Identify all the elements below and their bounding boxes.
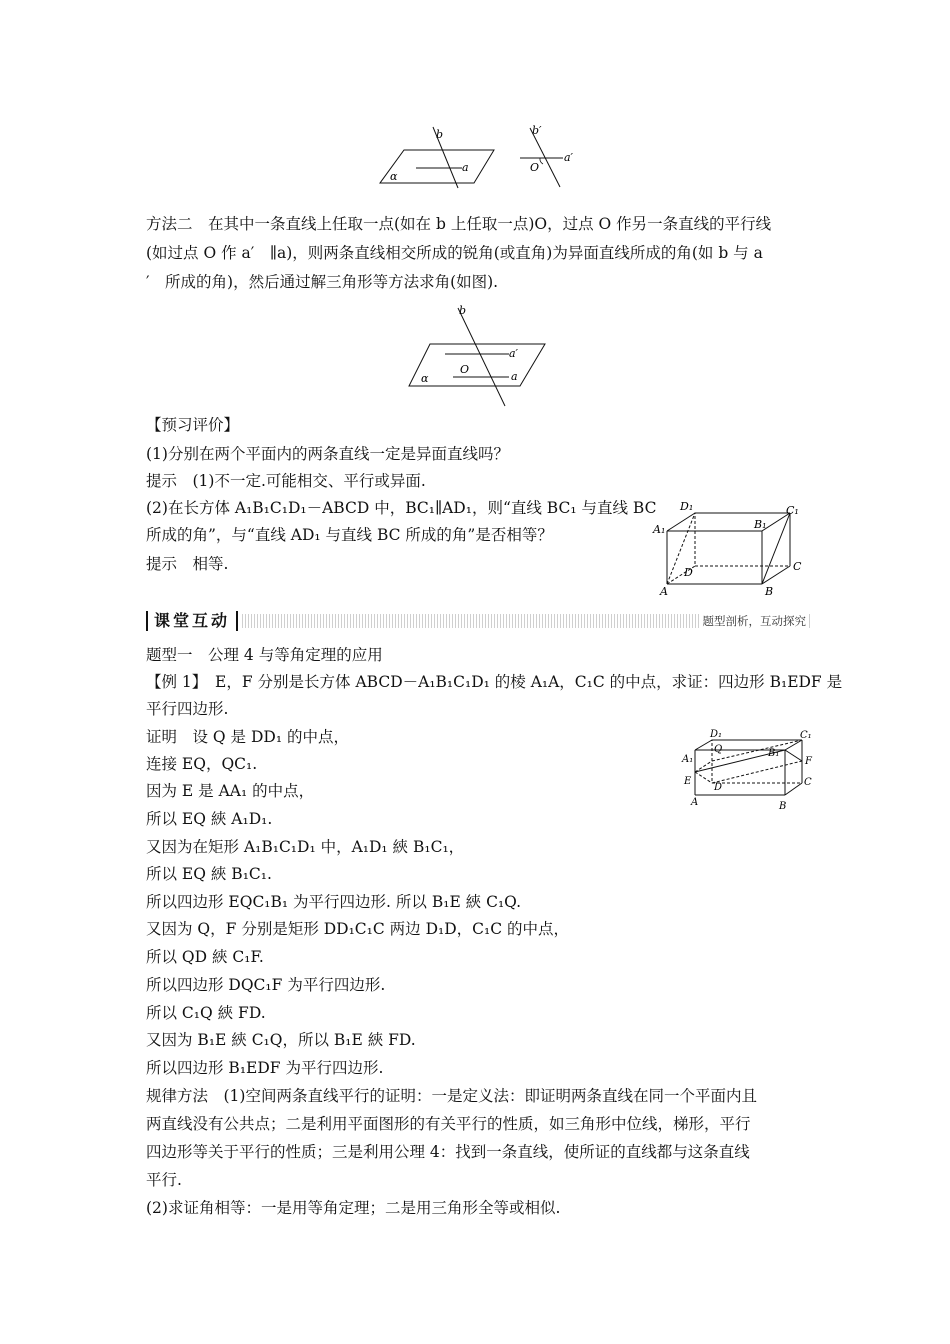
example1-line1: 【例 1】 E，F 分别是长方体 ABCD－A₁B₁C₁D₁ 的棱 A₁A，C₁C 的中点，求证：四边形 B₁EDF 是	[146, 673, 843, 691]
figure-plane-lines	[370, 120, 600, 190]
label-b: B	[779, 801, 787, 812]
preview-q2-line1: (2)在长方体 A₁B₁C₁D₁－ABCD 中，BC₁∥AD₁，则“直线 BC₁ 与直线 BC	[146, 499, 657, 517]
method2-line1: 方法二 在其中一条直线上任取一点(如在 b 上任取一点)O，过点 O 作另一条直线的平行线	[146, 215, 772, 233]
proof-line: 连接 EQ，QC₁.	[146, 755, 258, 773]
label-c: C	[793, 560, 802, 573]
label-d: D	[684, 566, 693, 579]
proof-line: 所以 EQ 綊 A₁D₁.	[146, 810, 273, 828]
proof-line: 证明 设 Q 是 DD₁ 的中点，	[146, 728, 349, 746]
example1-line2: 平行四边形.	[146, 700, 229, 718]
banner-title: 课堂互动	[146, 611, 238, 631]
label-e: E	[684, 776, 692, 787]
preview-q2-line2: 所成的角”，与“直线 AD₁ 与直线 BC 所成的角”是否相等？	[146, 526, 553, 544]
label-a1: A₁	[682, 754, 694, 765]
proof-line: 所以四边形 B₁EDF 为平行四边形.	[146, 1059, 384, 1077]
label-b: b	[459, 304, 467, 317]
label-d1: D₁	[680, 500, 694, 513]
proof-line: 所以 QD 綊 C₁F.	[146, 948, 264, 966]
proof-line: 所以 C₁Q 綊 FD.	[146, 1004, 266, 1022]
method2-line3: ′ 所成的角)，然后通过解三角形等方法求角(如图).	[146, 273, 499, 291]
proof-line: 又因为 B₁E 綊 C₁Q，所以 B₁E 綊 FD.	[146, 1031, 416, 1049]
label-d: D	[714, 782, 723, 793]
label-b: B	[765, 585, 774, 598]
rule-line4: 平行.	[146, 1171, 182, 1189]
label-b: b	[436, 128, 444, 141]
rule-line3: 四边形等关于平行的性质；三是利用公理 4：找到一条直线，使所证的直线都与这条直线	[146, 1143, 750, 1161]
label-o: O	[460, 363, 470, 376]
rule-line1: 规律方法 (1)空间两条直线平行的证明：一是定义法：即证明两条直线在同一个平面内且	[146, 1087, 757, 1105]
label-c1: C₁	[786, 504, 799, 517]
label-b1: B₁	[768, 748, 780, 759]
topic-1-heading: 题型一 公理 4 与等角定理的应用	[146, 646, 383, 664]
method2-line2: (如过点 O 作 a′ ∥a)，则两条直线相交所成的锐角(或直角)为异面直线所成的角(如 b 与 a	[146, 244, 763, 262]
proof-line: 所以四边形 EQC₁B₁ 为平行四边形. 所以 B₁E 綊 C₁Q.	[146, 893, 522, 911]
section-banner	[146, 611, 812, 631]
proof-line: 又因为 Q，F 分别是矩形 DD₁C₁C 两边 D₁D，C₁C 的中点，	[146, 920, 570, 938]
proof-line: 又因为在矩形 A₁B₁C₁D₁ 中，A₁D₁ 綊 B₁C₁，	[146, 838, 465, 856]
label-a: a	[462, 161, 469, 174]
figure-method2	[405, 302, 555, 408]
label-b1: B₁	[754, 518, 767, 531]
label-q: Q	[714, 744, 723, 755]
label-c: C	[804, 777, 812, 788]
label-a-prime: a′	[509, 347, 519, 360]
proof-line: 所以 EQ 綊 B₁C₁.	[146, 865, 272, 883]
label-o: O	[530, 161, 540, 174]
label-d1: D₁	[710, 729, 723, 740]
label-b-prime: b′	[532, 124, 542, 137]
label-alpha: α	[390, 170, 398, 183]
banner-subtitle: 题型剖析，互动探究	[702, 614, 806, 628]
label-a: A	[691, 797, 699, 808]
label-a: A	[660, 585, 668, 598]
preview-q1: (1)分别在两个平面内的两条直线一定是异面直线吗？	[146, 445, 509, 463]
proof-line: 因为 E 是 AA₁ 的中点，	[146, 782, 315, 800]
preview-a1: 提示 (1)不一定.可能相交、平行或异面.	[146, 472, 426, 490]
label-alpha: α	[421, 372, 429, 385]
label-a1: A₁	[653, 523, 666, 536]
label-a-prime: a′	[564, 151, 574, 164]
preview-heading: 【预习评价】	[146, 416, 240, 434]
label-c1: C₁	[800, 730, 812, 741]
label-a: a	[511, 370, 518, 383]
figure-cuboid-1	[650, 498, 810, 598]
preview-a2: 提示 相等.	[146, 555, 229, 573]
figure-cuboid-2	[680, 725, 815, 815]
rule-line5: (2)求证角相等：一是用等角定理；二是用三角形全等或相似.	[146, 1199, 561, 1217]
rule-line2: 两直线没有公共点；二是利用平面图形的有关平行的性质，如三角形中位线，梯形，平行	[146, 1115, 751, 1133]
proof-line: 所以四边形 DQC₁F 为平行四边形.	[146, 976, 386, 994]
label-f: F	[805, 756, 812, 767]
